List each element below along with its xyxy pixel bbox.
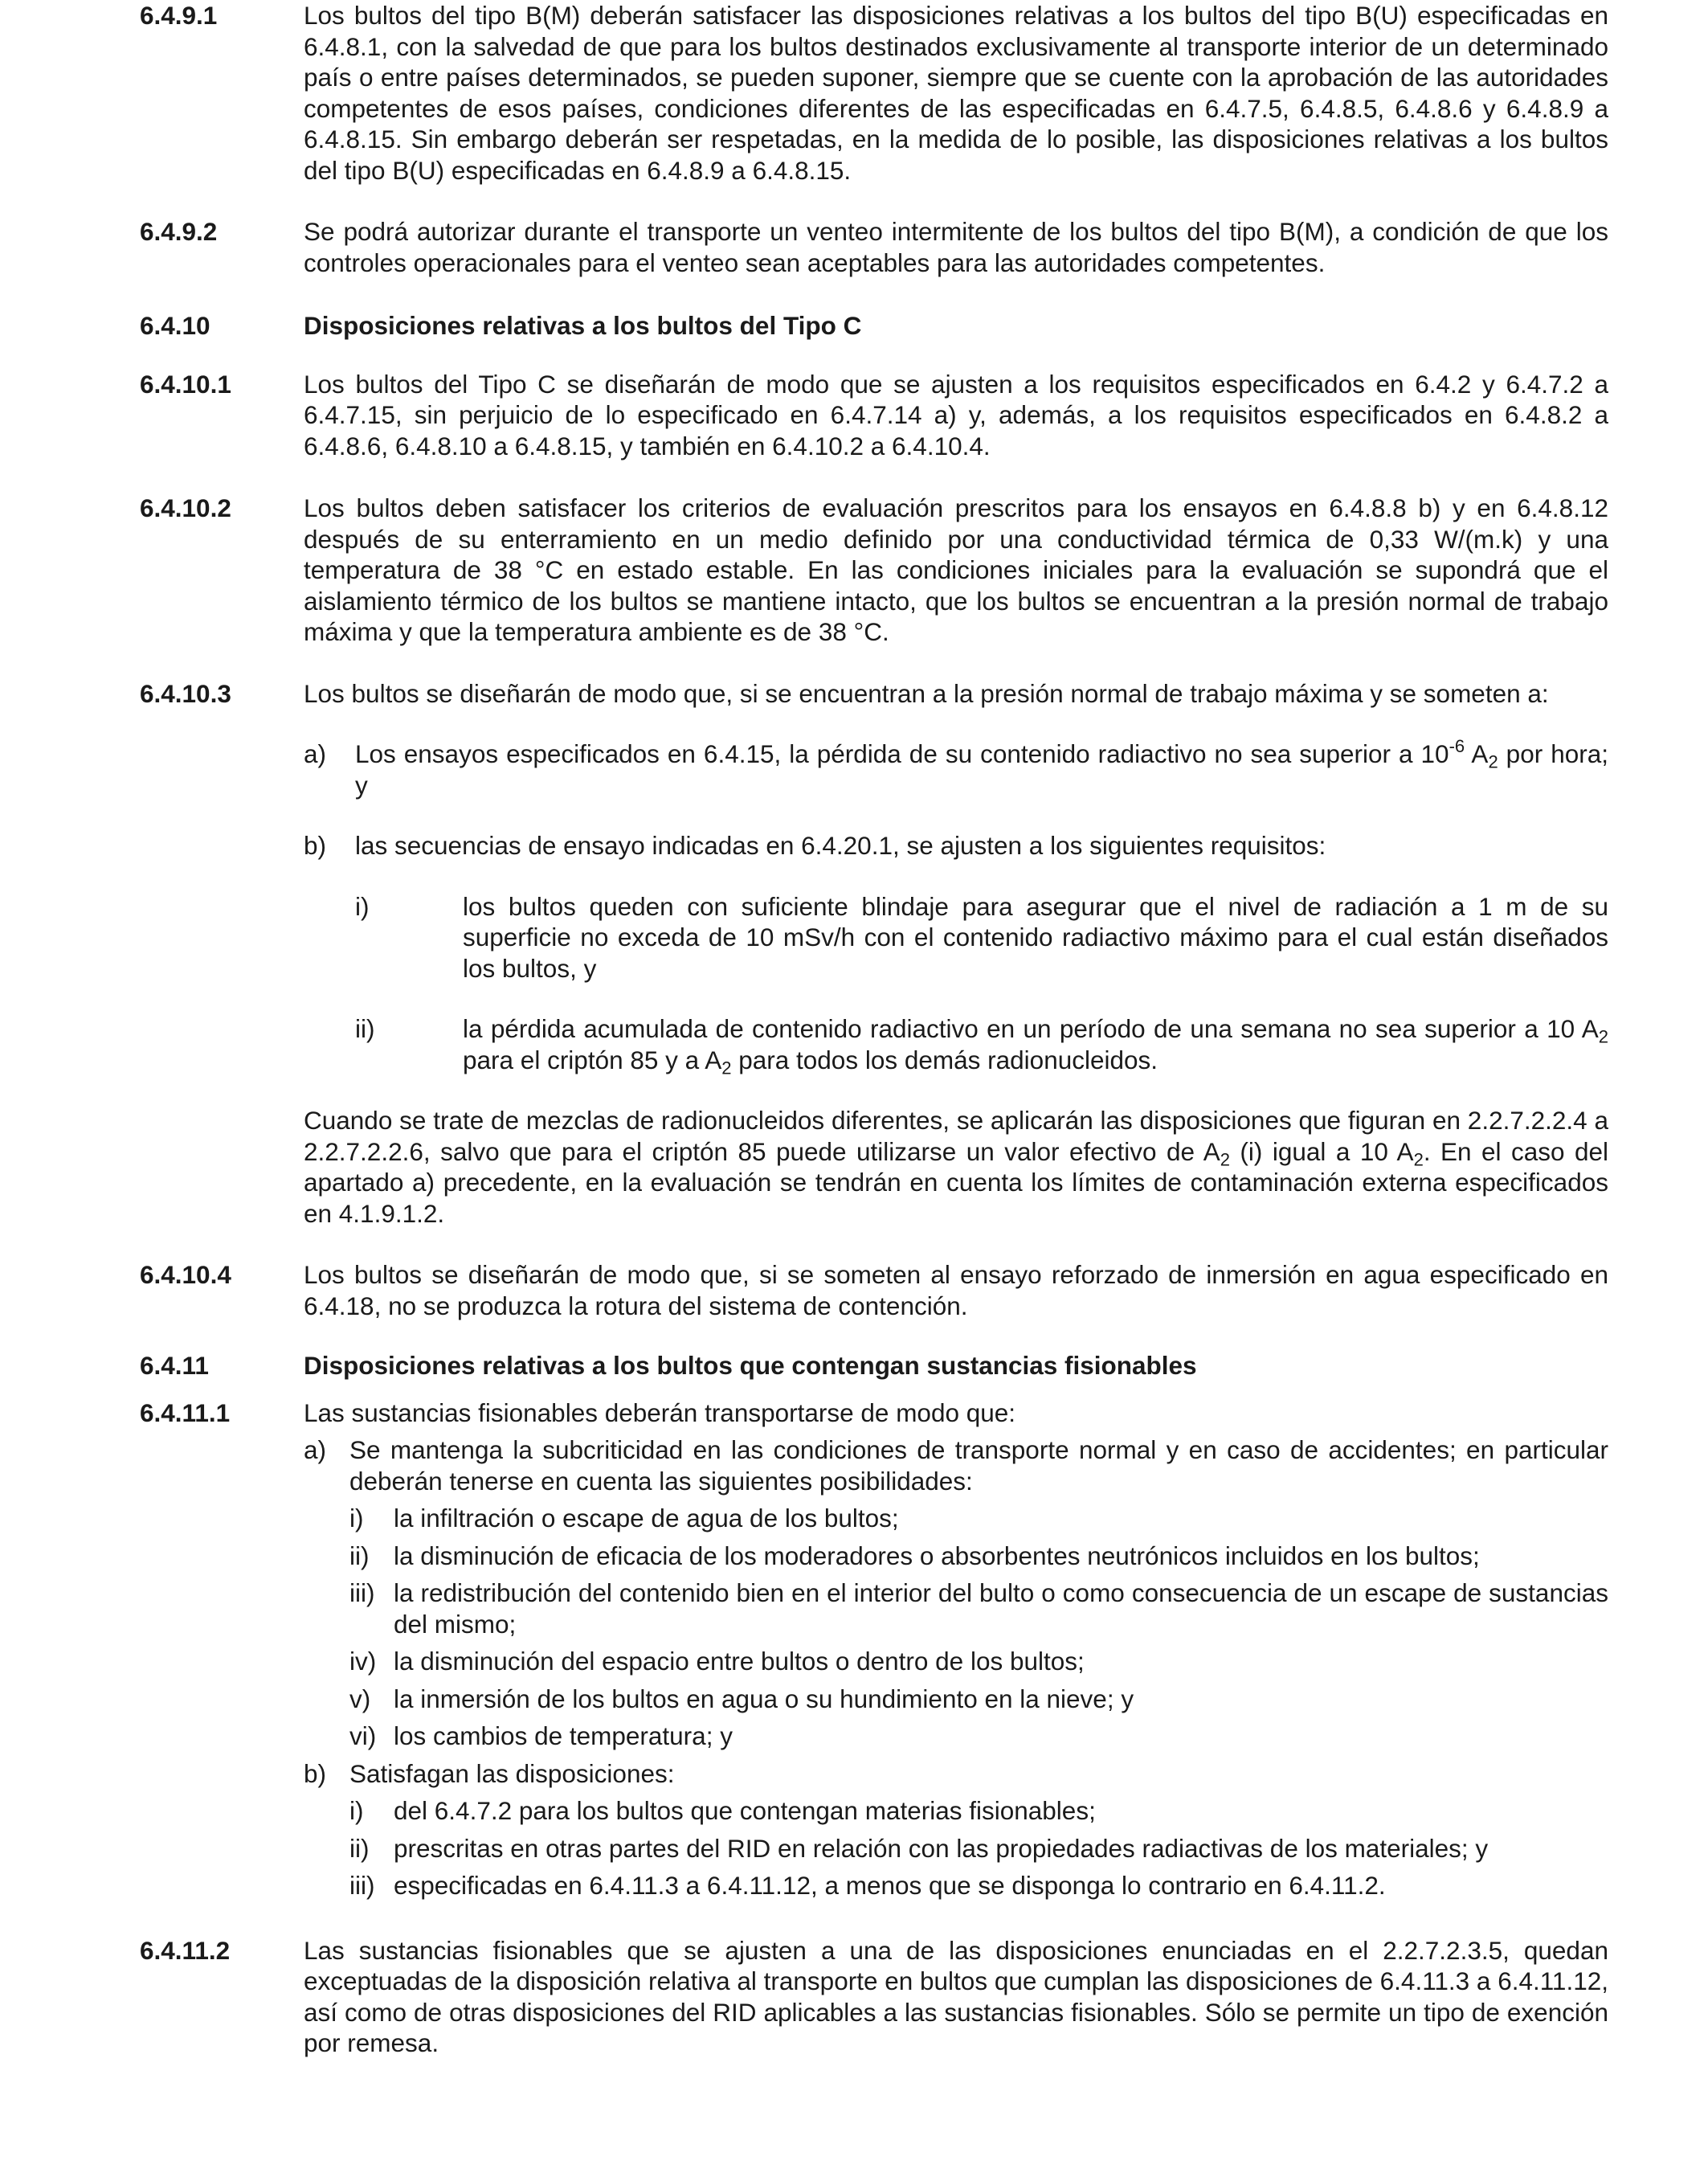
- section-body: [304, 1397, 1608, 1908]
- text-run: Cuando se trate de mezclas de radionucleidos diferentes, se aplicarán las disposiciones que figuran en 2.2.7.2.2.4 a 2.2.7.2.2.6, salvo que para el criptón 85 puede utilizarse un valor efectivo de A: [304, 1106, 1608, 1166]
- section-text: Las sustancias fisionables que se ajusten a una de las disposiciones enunciadas en el 2.2.7.2.3.5, quedan exceptuadas de la disposición relativa al transporte en bultos que cumplan las disposiciones de 6.4.11.3 a 6.4.11.12, así como de otras disposiciones del RID aplicables a las sustancias fisionables. Sólo se permite un tipo de exención por remesa.: [304, 1935, 1608, 2057]
- list-item-b: [304, 830, 1608, 861]
- list-label: b): [304, 831, 327, 860]
- section-text: Los bultos del tipo B(M) deberán satisfacer las disposiciones relativas a los bultos del tipo B(U) especificadas en 6.4.8.1, con la salvedad de que para los bultos destinados exclusivamente al transporte interior de un determinado país o entre países determinados, se pueden suponer, siempre que se cuente con la aprobación de las autoridades competentes de esos países, condiciones diferentes de las especificadas en 6.4.7.5, 6.4.8.5, 6.4.8.6 y 6.4.8.9 a 6.4.8.15. Sin embargo deberán ser respetadas, en la medida de lo posible, las disposiciones relativas a los bultos del tipo B(U) especificadas en 6.4.8.9 a 6.4.8.15.: [304, 1, 1608, 185]
- text-run: para el criptón 85 y a A: [463, 1045, 722, 1074]
- list-item-a: [304, 1434, 1608, 1496]
- list-text: la disminución del espacio entre bultos o dentro de los bultos;: [394, 1647, 1085, 1676]
- section-intro: Las sustancias fisionables deberán transportarse de modo que:: [304, 1397, 1016, 1427]
- list-item-a: [304, 735, 1608, 800]
- list-label: iii): [349, 1578, 375, 1607]
- list-item: [349, 1721, 1608, 1752]
- subscript: 2: [1220, 1149, 1230, 1170]
- list-text: los cambios de temperatura; y: [394, 1721, 733, 1750]
- text-run: la pérdida acumulada de contenido radiactivo en un período de una semana no sea superior a 10 A: [463, 1014, 1599, 1043]
- section-number: 6.4.9.1: [140, 1, 218, 30]
- text-run: por hora; y: [355, 739, 1608, 800]
- section-6-4-9-2: [140, 216, 1608, 278]
- section-heading: Disposiciones relativas a los bultos que contengan sustancias fisionables: [304, 1351, 1197, 1380]
- list-text: Satisfagan las disposiciones:: [349, 1758, 675, 1788]
- list-item: [349, 1578, 1608, 1639]
- list-label: i): [349, 1796, 364, 1825]
- section-6-4-10-2: [140, 493, 1608, 648]
- section-6-4-9-1: [140, 0, 1608, 186]
- list-text: especificadas en 6.4.11.3 a 6.4.11.12, a menos que se disponga lo contrario en 6.4.11.2.: [394, 1871, 1386, 1900]
- list-label: v): [349, 1684, 371, 1713]
- section-closing: [304, 1105, 1608, 1229]
- text-run: Los ensayos especificados en 6.4.15, la pérdida de su contenido radiactivo no sea superior a 10: [355, 739, 1449, 768]
- section-text: Los bultos se diseñarán de modo que, si se someten al ensayo reforzado de inmersión en agua especificado en 6.4.18, no se produzca la rotura del sistema de contención.: [304, 1260, 1608, 1320]
- list-label: iv): [349, 1647, 377, 1676]
- sublist: [304, 891, 1608, 1076]
- section-body: [304, 678, 1608, 1230]
- text-run: A: [1465, 739, 1489, 768]
- section-6-4-11-2: [140, 1935, 1608, 2059]
- section-6-4-11-1: [140, 1397, 1608, 1908]
- section-number: 6.4.11.2: [140, 1935, 231, 1965]
- list-label: i): [349, 1504, 364, 1532]
- list-text: prescritas en otras partes del RID en relación con las propiedades radiactivas de los materiales; y: [394, 1833, 1489, 1863]
- list-label: ii): [349, 1541, 370, 1570]
- section-number: 6.4.11: [140, 1351, 209, 1380]
- list-label: a): [304, 739, 327, 768]
- sublist-a: [304, 1503, 1608, 1752]
- section-text: Los bultos del Tipo C se diseñarán de modo que se ajusten a los requisitos especificados en 6.4.2 y 6.4.7.2 a 6.4.7.15, sin perjuicio de lo especificado en 6.4.7.14 a) y, además, a los requisitos especificados en 6.4.8.2 a 6.4.8.6, 6.4.8.10 a 6.4.8.15, y también en 6.4.10.2 a 6.4.10.4.: [304, 369, 1608, 460]
- section-number: 6.4.10.4: [140, 1260, 231, 1289]
- list-item: [349, 1870, 1608, 1901]
- section-number: 6.4.11.1: [140, 1397, 231, 1427]
- list-text: la disminución de eficacia de los moderadores o absorbentes neutrónicos incluidos en los bultos;: [394, 1541, 1480, 1570]
- section-intro: Los bultos se diseñarán de modo que, si se encuentran a la presión normal de trabajo máxima y se someten a:: [304, 678, 1549, 708]
- section-number: 6.4.9.2: [140, 217, 218, 246]
- list-item: [349, 1833, 1608, 1864]
- list-text: la inmersión de los bultos en agua o su hundimiento en la nieve; y: [394, 1684, 1134, 1713]
- heading-6-4-10: [140, 310, 1608, 342]
- list-item: [349, 1541, 1608, 1572]
- list-text: [463, 1013, 1608, 1078]
- list-label: vi): [349, 1721, 377, 1750]
- superscript: -6: [1449, 735, 1465, 756]
- section-number: 6.4.10.2: [140, 493, 231, 522]
- subscript: 2: [721, 1058, 732, 1078]
- list-text: los bultos queden con suficiente blindaje para asegurar que el nivel de radiación a 1 m de su superficie no exceda de 10 mSv/h con el contenido radiactivo máximo para el cual están diseñados los bultos, y: [463, 891, 1608, 983]
- section-number: 6.4.10.1: [140, 369, 231, 399]
- text-run: (i) igual a 10 A: [1229, 1136, 1414, 1166]
- document-page: [140, 0, 1608, 2059]
- list-text: del 6.4.7.2 para los bultos que contengan materias fisionables;: [394, 1796, 1096, 1825]
- list-label: iii): [349, 1871, 375, 1900]
- section-text: Los bultos deben satisfacer los criterios de evaluación prescritos para los ensayos en 6.4.8.8 b) y en 6.4.8.12 después de su enterramiento en un medio definido por una conductividad térmica de 0,33 W/(m.k) y una temperatura de 38 °C en estado estable. En las condiciones iniciales para la evaluación se supondrá que el aislamiento térmico de los bultos se mantiene intacto, que los bultos se encuentran a la presión normal de trabajo máxima y que la temperatura ambiente es de 38 °C.: [304, 493, 1608, 646]
- list-label: ii): [349, 1833, 370, 1863]
- subscript: 2: [1598, 1026, 1608, 1047]
- section-text: Se podrá autorizar durante el transporte un venteo intermitente de los bultos del tipo B(M), a condición de que los controles operacionales para el venteo sean aceptables para las autoridades competentes.: [304, 217, 1608, 277]
- text-run: para todos los demás radionucleidos.: [731, 1045, 1158, 1074]
- list-label: ii): [355, 1014, 375, 1043]
- list-item: [349, 1503, 1608, 1534]
- list-text: la redistribución del contenido bien en el interior del bulto o como consecuencia de un escape de sustancias del mismo;: [394, 1578, 1608, 1639]
- list-label: a): [304, 1435, 327, 1464]
- list-item: [349, 1795, 1608, 1827]
- text-run: . En el caso del apartado a) precedente, en la evaluación se tendrán en cuenta los límites de contaminación externa especificados en 4.1.9.1.2.: [304, 1136, 1608, 1228]
- list-label: b): [304, 1758, 327, 1788]
- list-item-b-i: [355, 891, 1608, 984]
- list-item-b-ii: [355, 1013, 1608, 1078]
- list-item-b: [304, 1758, 1608, 1790]
- list-text: [355, 735, 1608, 800]
- heading-6-4-11: [140, 1350, 1608, 1381]
- section-6-4-10-1: [140, 369, 1608, 462]
- subscript: 2: [1413, 1149, 1424, 1170]
- section-number: 6.4.10: [140, 311, 210, 340]
- subscript: 2: [1488, 751, 1498, 772]
- list-text: las secuencias de ensayo indicadas en 6.4.20.1, se ajusten a los siguientes requisitos:: [355, 831, 1326, 860]
- sublist-b: [304, 1795, 1608, 1901]
- list-text: la infiltración o escape de agua de los bultos;: [394, 1504, 899, 1532]
- section-6-4-10-4: [140, 1259, 1608, 1321]
- section-heading: Disposiciones relativas a los bultos del Tipo C: [304, 311, 862, 340]
- list-item: [349, 1646, 1608, 1677]
- list-item: [349, 1684, 1608, 1715]
- list-text: Se mantenga la subcriticidad en las condiciones de transporte normal y en caso de accidentes; en particular deberán tenerse en cuenta las siguientes posibilidades:: [349, 1435, 1608, 1496]
- section-number: 6.4.10.3: [140, 678, 231, 708]
- section-6-4-10-3: [140, 678, 1608, 1230]
- list-label: i): [355, 891, 370, 921]
